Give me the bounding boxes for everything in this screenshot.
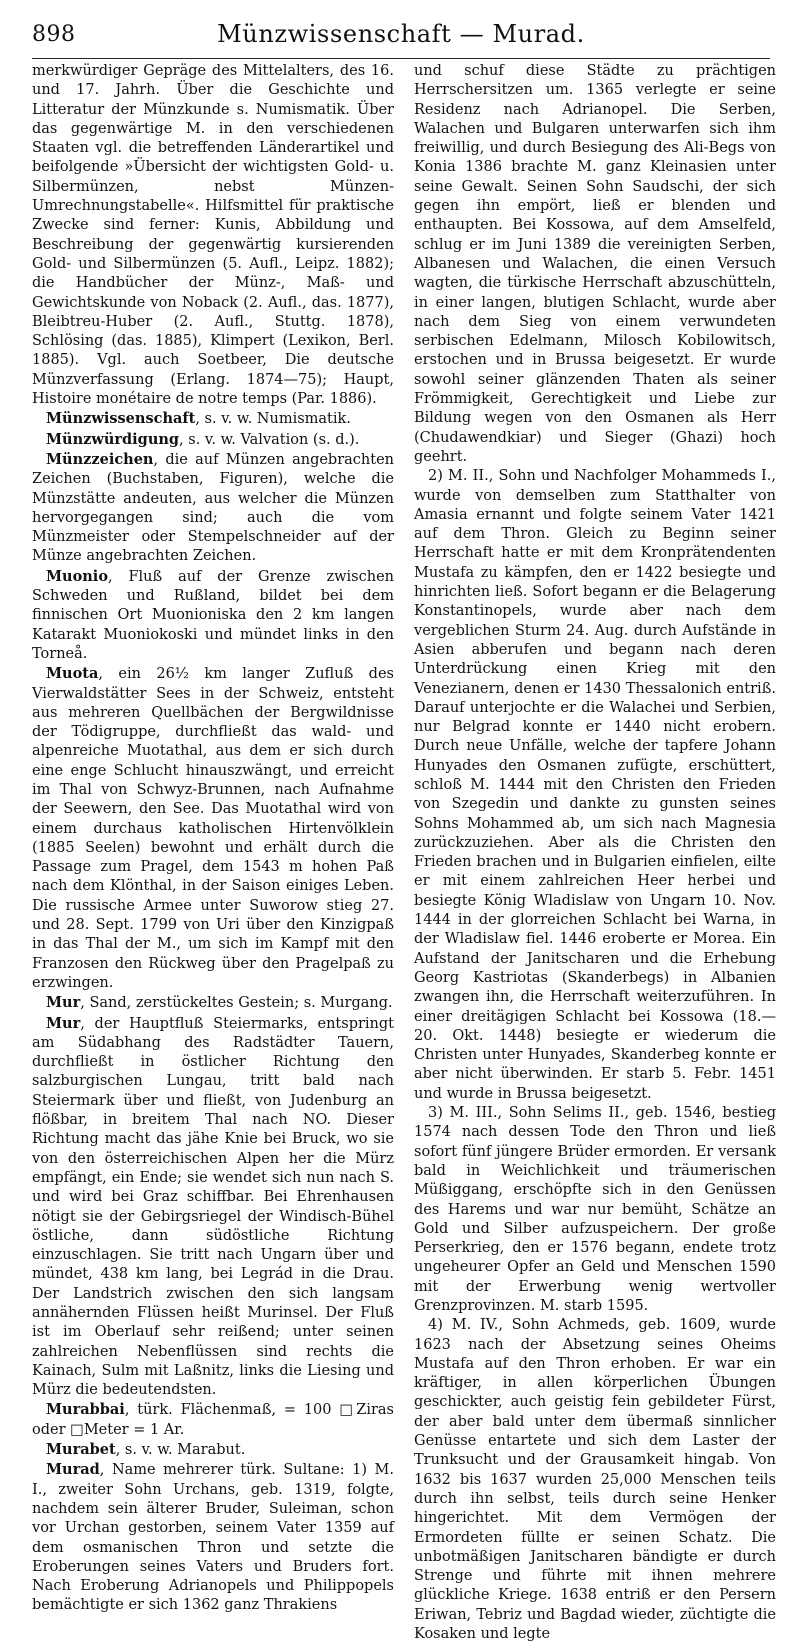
page-header: [32, 16, 770, 59]
entry-headword: Münzwürdigung: [46, 430, 180, 448]
dictionary-entry: [32, 1460, 394, 1615]
entry-text: 3) M. III., Sohn Selims II., geb. 1546, bestieg 1574 nach dessen Tode den Thron und ließ sofort fünf jüngere Brüder ermorden. Er versank bald in Weichlichkeit und träumerischen Müßiggang, erschöpfte sich in den Genüssen des Harems und war nur bemüht, Schätze an Gold und Silber aufzuspeichern. Der große Perserkrieg, den er 1576 begann, endete trotz ungeheurer Opfer an Geld und Menschen 1590 mit der Erwerbung wenig wertvoller Grenzprovinzen. M. starb 1595.: [414, 1105, 776, 1314]
entry-text: merkwürdiger Gepräge des Mittelalters, des 16. und 17. Jahrh. Über die Geschichte und Litteratur der Münzkunde s. Numismatik. Über das gegenwärtige M. in den verschiedenen Staaten vgl. die betreffenden Länderartikel und beifolgende »Übersicht der wichtigsten Gold- u. Silbermünzen, nebst Münzen-Umrechnungstabelle«. Hilfsmittel für praktische Zwecke sind ferner: Kunis, Abbildung und Beschreibung der gegenwärtig kursierenden Gold- und Silbermünzen (5. Aufl., Leipz. 1882); die Handbücher der Münz-, Maß- und Gewichtskunde von Noback (2. Aufl., das. 1877), Bleibtreu-Huber (2. Aufl., Stuttg. 1878), Schlösing (das. 1885), Klimpert (Lexikon, Berl. 1885). Vgl. auch Soetbeer, Die deutsche Münzverfassung (Erlang. 1874—75); Haupt, Histoire monétaire de notre temps (Par. 1886).: [32, 63, 394, 408]
entry-text: , der Hauptfluß Steiermarks, entspringt am Südabhang des Radstädter Tauern, durchfließt in östlicher Richtung den salzburgischen Lungau, tritt bald nach Steiermark über und fließt, von Judenburg an flößbar, in breitem Thal nach NO. Dieser Richtung macht das jähe Knie bei Bruck, wo sie von den österreichischen Alpen her die Mürz empfängt, ein Ende; sie wendet sich nun nach S. und wird bei Graz schiffbar. Bei Ehrenhausen nötigt sie der Gebirgsriegel der Windisch-Bühel östliche, dann südöstliche Richtung einzuschlagen. Sie tritt nach Ungarn über und mündet, 438 km lang, bei Legrád in die Drau. Der Landstrich zwischen den sich langsam annähernden Flüssen heißt Murinsel. Der Fluß ist im Oberlauf sehr reißend; unter seinen zahlreichen Nebenflüssen sind rechts die Kainach, Sulm mit Laßnitz, links die Liesing und Mürz die bedeutendsten.: [32, 1015, 394, 1399]
entry-subparagraph: [414, 1104, 776, 1316]
entry-text: , Fluß auf der Grenze zwischen Schweden und Rußland, bildet bei dem finnischen Ort Muonioniska den 2 km langen Katarakt Muoniokoski und mündet links in den Torneå.: [32, 568, 394, 662]
entry-text: , ein 26½ km langer Zufluß des Vierwaldstätter Sees in der Schweiz, entsteht aus mehreren Quellbächen der Bergwildnisse der Tödigruppe, durchfließt das wald- und alpenreiche Muotathal, aus dem er sich durch eine enge Schlucht hinauszwängt, und erreicht im Thal von Schwyz-Brunnen, nach Aufnahme der Seewern, den See. Das Muotathal wird von einem durchaus katholischen Hirtenvölklein (1885 Seelen) bewohnt und erhält durch die Passage zum Pragel, dem 1543 m hohen Paß nach dem Klönthal, in der Saison einiges Leben. Die russische Armee unter Suworow stieg 27. und 28. Sept. 1799 von Uri über den Kinzigpaß in das Thal der M., um sich im Kampf mit den Franzosen den Rückweg über den Pragelpaß zu erzwingen.: [32, 666, 394, 991]
entry-text: , s. v. w. Marabut.: [115, 1442, 246, 1459]
entry-subparagraph: [414, 1316, 776, 1644]
running-title: Münzwissenschaft — Murad.: [217, 20, 585, 48]
continued-paragraph: [32, 62, 394, 409]
dictionary-entry: [32, 993, 394, 1013]
dictionary-entry: [32, 409, 394, 429]
entry-headword: Münzzeichen: [46, 450, 154, 468]
entry-headword: Mur: [46, 1014, 81, 1032]
page-number: 898: [32, 22, 76, 47]
dictionary-entry: [32, 567, 394, 664]
entry-text: , türk. Flächenmaß, = 100 □Ziras oder □Meter = 1 Ar.: [32, 1402, 394, 1438]
entry-headword: Murabet: [46, 1441, 116, 1459]
dictionary-entry: [32, 664, 394, 993]
entry-text: , Sand, zerstückeltes Gestein; s. Murgang.: [80, 995, 393, 1012]
entry-subparagraph: [414, 467, 776, 1104]
entry-text: , s. v. w. Numismatik.: [195, 411, 351, 428]
left-column: [32, 62, 394, 1614]
entry-text: 2) M. II., Sohn und Nachfolger Mohammeds I., wurde von demselben zum Statthalter von Amasia ernannt und folgte seinem Vater 1421 auf dem Thron. Gleich zu Beginn seiner Herrschaft hatte er mit dem Kronprätendenten Mustafa zu kämpfen, den er 1422 besiegte und hinrichten ließ. Sofort begann er die Belagerung Konstantinopels, wurde aber nach dem vergeblichen Sturm 24. Aug. durch Aufstände in Asien abberufen und begann nach deren Unterdrückung einen Krieg mit den Venezianern, denen er 1430 Thessalonich entriß. Darauf unterjochte er die Walachei und Serbien, nur Belgrad konnte er 1440 nicht erobern. Durch neue Unfälle, welche der tapfere Johann Hunyades den Osmanen zufügte, erschüttert, schloß M. 1444 mit den Christen den Frieden von Szegedin und dankte zu gunsten seines Sohns Mohammed ab, um sich nach Magnesia zurückzuziehen. Aber als die Christen den Frieden brachen und in Bulgarien einfielen, eilte er mit einem zahlreichen Heer herbei und besiegte König Wladislaw von Ungarn 10. Nov. 1444 in der glorreichen Schlacht bei Warna, in der Wladislaw fiel. 1446 eroberte er Morea. Ein Aufstand der Janitscharen und die Erhebung Georg Kastriotas (Skanderbegs) in Albanien zwangen ihn, die Herrschaft weiterzuführen. In einer dreitägigen Schlacht bei Kossowa (18.—20. Okt. 1448) besiegte er wiederum die Christen unter Hunyades, Skanderbeg konnte er aber nicht überwinden. Er starb 5. Febr. 1451 und wurde in Brussa beigesetzt.: [414, 468, 776, 1102]
dictionary-entry: [32, 430, 394, 450]
entry-headword: Muonio: [46, 567, 108, 585]
continued-paragraph: [414, 62, 776, 467]
entry-headword: Mur: [46, 994, 81, 1012]
entry-headword: Murad: [46, 1461, 100, 1479]
dictionary-entry: [32, 1400, 394, 1440]
dictionary-entry: [32, 1440, 394, 1460]
entry-headword: Münzwissenschaft: [46, 410, 196, 428]
entry-text: , s. v. w. Valvation (s. d.).: [179, 431, 360, 448]
entry-text: 4) M. IV., Sohn Achmeds, geb. 1609, wurde 1623 nach der Absetzung seines Oheims Mustafa auf den Thron erhoben. Er war ein kräftiger, in allen körperlichen Übungen geschickter, auch geistig fein gebildeter Fürst, der aber bald unter dem übermaß sinnlicher Genüsse entartete und sich dem Laster der Trunksucht und der Grausamkeit hingab. Von 1632 bis 1637 wurden 25,000 Menschen teils durch ihn selbst, teils durch seine Henker hingerichtet. Mit dem Vermögen der Ermordeten füllte er seinen Schatz. Die unbotmäßigen Janitscharen bändigte er durch Strenge und führte mit ihnen mehrere glückliche Kriege. 1638 entriß er den Persern Eriwan, Tebriz und Bagdad wieder, züchtigte die Kosaken und legte: [414, 1317, 776, 1643]
entry-text: , die auf Münzen angebrachten Zeichen (Buchstaben, Figuren), welche die Münzstätte andeuten, aus welcher die Münzen hervorgegangen sind; auch die vom Münzmeister oder Stempelschneider auf der Münze angebrachten Zeichen.: [32, 451, 394, 565]
entry-headword: Murabbai: [46, 1401, 125, 1419]
dictionary-entry: [32, 450, 394, 567]
entry-text: , Name mehrerer türk. Sultane: 1) M. I., zweiter Sohn Urchans, geb. 1319, folgte, nachdem sein älterer Bruder, Suleiman, schon vor Urchan gestorben, seinem Vater 1359 auf dem osmanischen Thron und setzte die Eroberungen seines Vaters und Bruders fort. Nach Eroberung Adrianopels und Philippopels bemächtigte er sich 1362 ganz Thrakiens: [32, 1462, 394, 1614]
dictionary-entry: [32, 1014, 394, 1401]
right-column: [414, 62, 776, 1643]
entry-text: und schuf diese Städte zu prächtigen Herrschersitzen um. 1365 verlegte er seine Residenz nach Adrianopel. Die Serben, Walachen und Bulgaren unterwarfen sich ihm freiwillig, und durch Besiegung des Ali-Begs von Konia 1386 brachte M. ganz Kleinasien unter seine Gewalt. Seinen Sohn Saudschi, der sich gegen ihn empört, ließ er blenden und enthaupten. Bei Kossowa, auf dem Amselfeld, schlug er im Juni 1389 die vereinigten Serben, Albanesen und Walachen, die einen Versuch wagten, die türkische Herrschaft abzuschütteln, in einer langen, blutigen Schlacht, wurde aber nach dem Sieg von einem verwundeten serbischen Edelmann, Milosch Kobilowitsch, erstochen und in Brussa beigesetzt. Er wurde sowohl seiner glänzenden Thaten als seiner Frömmigkeit, Gerechtigkeit und Liebe zur Bildung wegen von den Osmanen als Herr (Chudawendkiar) und Sieger (Ghazi) hoch geehrt.: [414, 63, 776, 465]
entry-headword: Muota: [46, 665, 99, 683]
